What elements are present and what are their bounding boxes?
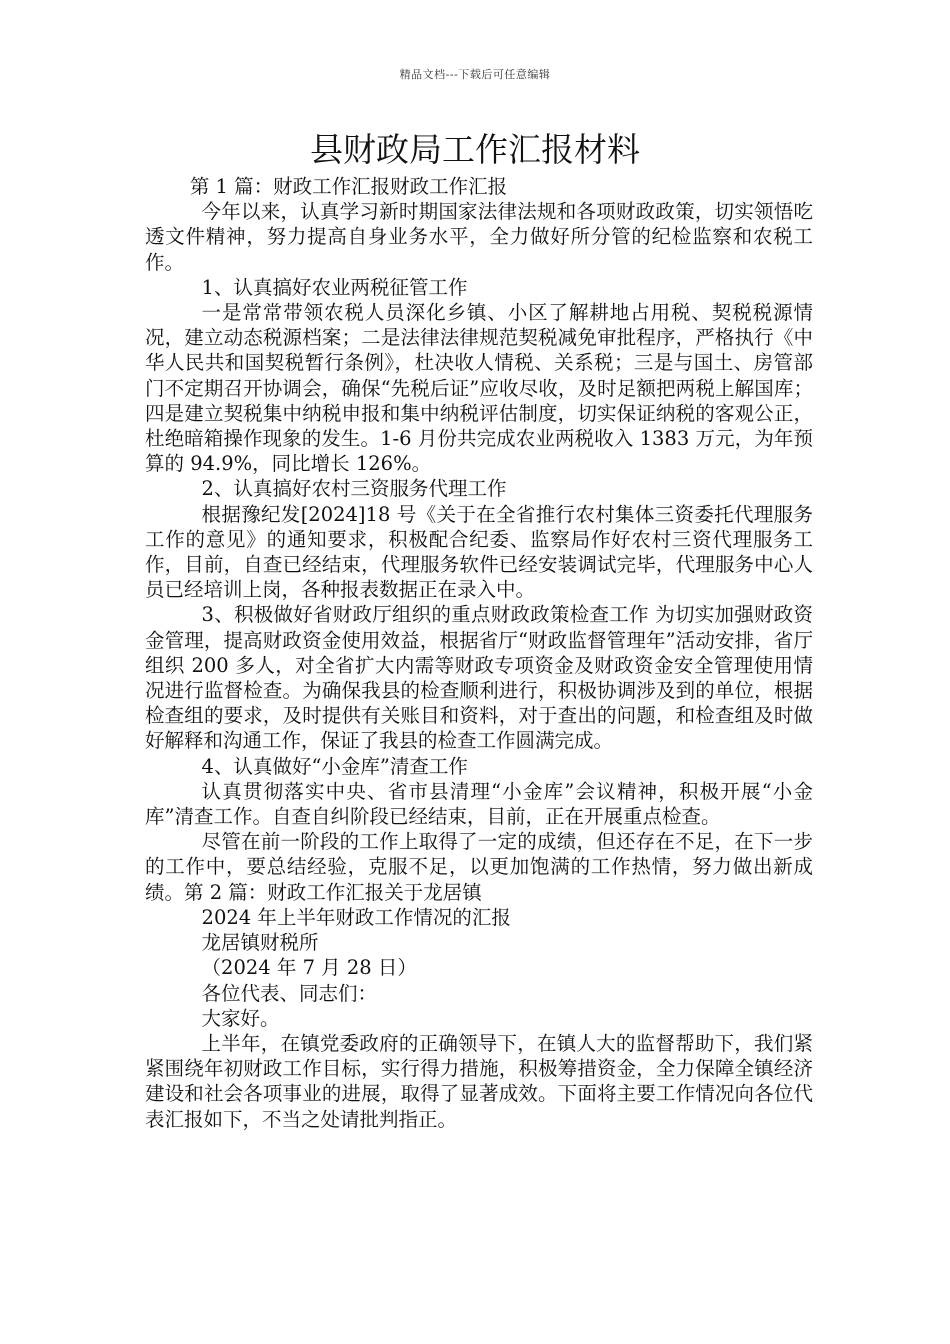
report-date: （2024 年 7 月 28 日） [201, 956, 417, 980]
header-note: 精品文档---下载后可任意编辑 [399, 68, 551, 81]
greeting: 大家好。 [201, 1006, 280, 1030]
report-title-line: 2024 年上半年财政工作情况的汇报 [201, 905, 511, 929]
salutation: 各位代表、同志们： [201, 981, 378, 1005]
section-heading: 4、认真做好“小金库”清查工作 [201, 754, 468, 778]
body-paragraph: 一是常常带领农税人员深化乡镇、小区了解耕地占用税、契税税源情况，建立动态税源档案；二是法律法律规范契税减免审批程序，严格执行《中华人民共和国契税暂行条例》，杜决收人情税、关系税；三是与国土、房管部门不定期召开协调会，确保“先税后证”应收尽收，及时足额把两税上解国库；四是建立契税集中纳税申报和集中纳税评估制度，切实保证纳税的客观公正，杜绝暗箱操作现象的发生。1-6 月份共完成农业两税收入 1383 万元，为年预算的 94.9%，同比增长 126%。 [145, 301, 813, 476]
body-paragraph: 今年以来，认真学习新时期国家法律法规和各项财政政策，切实领悟吃透文件精神，努力提高自身业务水平，全力做好所分管的纪检监察和农税工作。 [145, 200, 813, 274]
body-paragraph: 认真贯彻落实中央、省市县清理“小金库”会议精神，积极开展“小金库”清查工作。自查自纠阶段已经结束，目前，正在开展重点检查。 [145, 779, 813, 829]
report-author: 龙居镇财税所 [201, 931, 319, 955]
body-paragraph: 上半年，在镇党委政府的正确领导下，在镇人大的监督帮助下，我们紧紧围绕年初财政工作目标，实行得力措施，积极筹措资金，全力保障全镇经济建设和社会各项事业的进展，取得了显著成效。下面将主要工作情况向各位代表汇报如下，不当之处请批判指正。 [145, 1031, 813, 1131]
part-heading: 第 1 篇：财政工作汇报财政工作汇报 [189, 175, 508, 198]
body-paragraph: 根据豫纪发[2024]18 号《关于在全省推行农村集体三资委托代理服务工作的意见》的通知要求，积极配合纪委、监察局作好农村三资代理服务工作，目前，自查已经结束，代理服务软件已经安装调试完毕，代理服务中心人员已经培训上岗，各种报表数据正在录入中。 [145, 502, 813, 602]
document-title: 县财政局工作汇报材料 [310, 130, 640, 169]
section-heading: 2、认真搞好农村三资服务代理工作 [201, 477, 507, 501]
document-body [145, 174, 813, 1132]
body-paragraph: 3、积极做好省财政厅组织的重点财政政策检查工作 为切实加强财政资金管理，提高财政资金使用效益，根据省厅“财政监督管理年”活动安排，省厅组织 200 多人，对全省扩大内需等财政专项资金及财政资金安全管理使用情况进行监督检查。为确保我县的检查顺利进行，积极协调涉及到的单位，根据检查组的要求，及时提供有关账目和资料，对于查出的问题，和检查组及时做好解释和沟通工作，保证了我县的检查工作圆满完成。 [145, 603, 813, 753]
section-heading: 1、认真搞好农业两税征管工作 [201, 275, 468, 299]
body-paragraph: 尽管在前一阶段的工作上取得了一定的成绩，但还存在不足，在下一步的工作中，要总结经验，克服不足，以更加饱满的工作热情，努力做出新成绩。第 2 篇：财政工作汇报关于龙居镇 [145, 830, 813, 904]
